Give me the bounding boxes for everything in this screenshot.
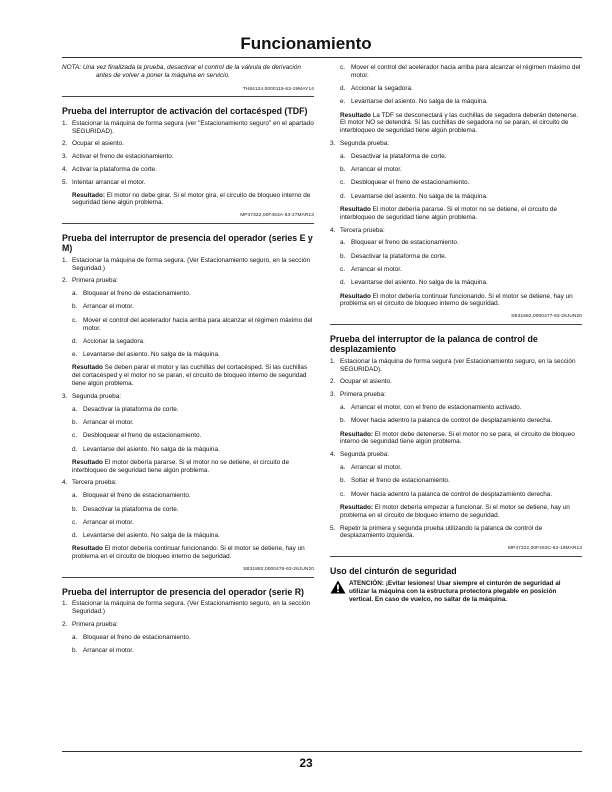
result-text: Resultado El motor debería pararse. Si el motor no se detiene, el circuito de interbloqueo de seguridad tiene algún problema. xyxy=(340,206,558,221)
section-title-operator-presence-em: Prueba del interruptor de presencia del operador (series E y M) xyxy=(62,232,313,254)
sub-step: c. Arrancar el motor. xyxy=(72,518,134,526)
sub-step: b. Soltar el freno de estacionamiento. xyxy=(340,477,450,485)
sub-step: d. Accionar la segadora. xyxy=(72,337,145,345)
sub-step: d. Accionar la segadora. xyxy=(340,85,413,93)
sub-step: a. Desactivar la plataforma de corte. xyxy=(72,405,179,413)
result-text: Resultado La TDF se desconectará y las cuchillas de segadora deberán detenerse. El motor NO se detendrá. Si las cuchillas de segadora no se paran, el circuito de interbloqueo de seguridad tiene algún problema. xyxy=(340,111,579,135)
safety-warning xyxy=(330,580,582,603)
sub-step: d. Levantarse del asiento. No salga de la máquina. xyxy=(72,445,220,453)
sub-step: c. Mover hacia adentro la palanca de control de desplazamiento derecha. xyxy=(340,490,553,498)
sub-step: b. Arrancar el motor. xyxy=(72,303,134,311)
step: 4. Activar la plataforma de corte. xyxy=(62,165,157,173)
sub-step: e. Levantarse del asiento. No salga de la máquina. xyxy=(340,98,488,106)
sub-step: a. Bloquear el freno de estacionamiento. xyxy=(340,239,459,247)
step: 5. Repetir la primera y segunda prueba utilizando la palanca de control de desplazamiento izquierda. xyxy=(330,524,543,540)
step: 5. Intentar arrancar el motor. xyxy=(62,178,146,186)
sub-step: c. Mover el control del acelerador hacia arriba para alcanzar el régimen máximo del motor. xyxy=(340,64,581,79)
step: 2. Primera prueba: xyxy=(62,620,118,628)
left-column xyxy=(62,64,314,660)
section-title-seat-belt: Uso del cinturón de seguridad xyxy=(330,565,457,576)
sub-step: c. Mover el control del acelerador hacia arriba para alcanzar el régimen máximo del motor. xyxy=(72,316,313,332)
step: 2. Primera prueba: xyxy=(62,277,118,285)
sub-step: b. Desactivar la plataforma de corte. xyxy=(72,505,179,513)
page-title: Funcionamiento xyxy=(240,34,372,53)
sub-step: b. Arrancar el motor. xyxy=(340,166,402,174)
sub-step: b. Arrancar el motor. xyxy=(72,418,134,426)
reference-code: SB31882,0000477-63-26JUN20 xyxy=(330,313,582,325)
reference-code: TH84124,0000115-63-19MAY14 xyxy=(62,86,314,98)
step: 2. Ocupar el asiento. xyxy=(330,378,392,386)
result-text: Resultado Se deben parar el motor y las cuchillas del cortacésped. Si las cuchillas del cortacésped y el motor no se paran, el circuito de bloqueo interno de seguridad tiene algún problema. xyxy=(72,364,308,388)
sub-step: a. Arrancar el motor, con el freno de estacionamiento activado. xyxy=(340,404,522,412)
page-number: 23 xyxy=(299,756,313,770)
section-title-travel-lever-switch: Prueba del interruptor de la palanca de control de desplazamiento xyxy=(330,334,538,355)
sub-step: d. Levantarse del asiento. No salga de la máquina. xyxy=(340,192,488,200)
warning-triangle-icon xyxy=(330,580,346,594)
top-rule xyxy=(62,57,582,58)
result-text: Resultado El motor debería continuar funcionando. Si el motor se detiene, hay un problema en el circuito de bloqueo interno de seguridad. xyxy=(340,292,573,308)
sub-step: b. Arrancar el motor. xyxy=(72,646,134,654)
step: 3. Segunda prueba: xyxy=(330,140,390,148)
sub-step: a. Bloquear el freno de estacionamiento. xyxy=(72,290,191,298)
result-text: Resultado: El motor no debe girar. Si el motor gira, el circuito de bloqueo interno de seguridad tiene algún problema. xyxy=(72,191,311,207)
sub-step: a. Arrancar el motor. xyxy=(340,464,402,472)
warning-text: ATENCIÓN: ¡Evitar lesiones! Usar siempre el cinturón de seguridad al utilizar la máquina con la estructura protectora plegable en posición vertical. En caso de vuelco, no saltar de la máquina. xyxy=(349,580,561,603)
section-title-operator-presence-r: Prueba del interruptor de presencia del operador (serie R) xyxy=(62,586,304,597)
sub-step: b. Mover hacia adentro la palanca de control de desplazamiento derecha. xyxy=(340,417,553,425)
step: 2. Ocupar el asiento. xyxy=(62,140,124,148)
sub-step: c. Desbloquear el freno de estacionamiento. xyxy=(340,179,470,187)
section-title-tdf-switch: Prueba del interruptor de activación del cortacésped (TDF) xyxy=(62,106,308,117)
result-text: Resultado El motor debería continuar funcionando. Si el motor se detiene, hay un problema en el circuito de bloqueo interno de seguridad. xyxy=(72,545,305,561)
sub-step: c. Arrancar el motor. xyxy=(340,266,402,274)
reference-code: MP47322,00F463A-63-27MAR13 xyxy=(62,212,314,224)
step: 1. Estacionar la máquina de forma segura. (Ver Estacionamiento seguro, en la sección Seguridad.) xyxy=(62,256,311,272)
reference-code: SB31882,0000476-63-26JUN20 xyxy=(62,566,314,578)
step: 4. Tercera prueba: xyxy=(62,479,117,487)
result-text: Resultado: El motor debe detenerse. Si el motor no se para, el circuito de bloqueo interno de seguridad tiene algún problema. xyxy=(340,430,575,446)
step: 3. Activar el freno de estacionamiento. xyxy=(62,153,174,161)
reference-code: MP47322,00F463C-63-19MAR13 xyxy=(330,545,582,557)
right-column xyxy=(330,64,582,604)
step: 4. Tercera prueba: xyxy=(330,226,385,234)
sub-step: c. Desbloquear el freno de estacionamiento. xyxy=(72,432,202,440)
sub-step: a. Bloquear el freno de estacionamiento. xyxy=(72,633,191,641)
step: 3. Primera prueba: xyxy=(330,391,386,399)
step: 1. Estacionar la máquina de forma segura. (Ver Estacionamiento seguro, en la sección Seguridad.) xyxy=(62,600,311,615)
step: 4. Segunda prueba: xyxy=(330,451,390,459)
sub-step: d. Levantarse del asiento. No salga de la máquina. xyxy=(340,279,488,287)
step: 1. Estacionar la máquina de forma segura (ver "Estacionamiento seguro" en el apartado SEGURIDAD). xyxy=(62,119,314,135)
bottom-rule xyxy=(62,751,582,752)
sub-step: e. Levantarse del asiento. No salga de la máquina. xyxy=(72,351,220,359)
note: NOTA: Una vez finalizada la prueba, desactivar el control de la válvula de derivación antes de volver a poner la máquina en servicio. xyxy=(62,64,301,79)
result-text: Resultado El motor debería pararse. Si el motor no se detiene, el circuito de interbloqueo de seguridad tiene algún problema. xyxy=(72,458,290,474)
sub-step: a. Bloquear el freno de estacionamiento. xyxy=(72,492,191,500)
step: 1. Estacionar la máquina de forma segura (ver Estacionamiento seguro, en la sección SEGURIDAD). xyxy=(330,357,576,373)
sub-step: a. Desactivar la plataforma de corte. xyxy=(340,152,447,160)
step: 3. Segunda prueba: xyxy=(62,392,122,400)
sub-step: d. Levantarse del asiento. No salga de la máquina. xyxy=(72,532,220,540)
sub-step: b. Desactivar la plataforma de corte. xyxy=(340,252,447,260)
result-text: Resultado: El motor debería empezar a funcionar. Si el motor se detiene, hay un problema en el circuito de bloqueo interno de seguridad. xyxy=(340,503,570,519)
